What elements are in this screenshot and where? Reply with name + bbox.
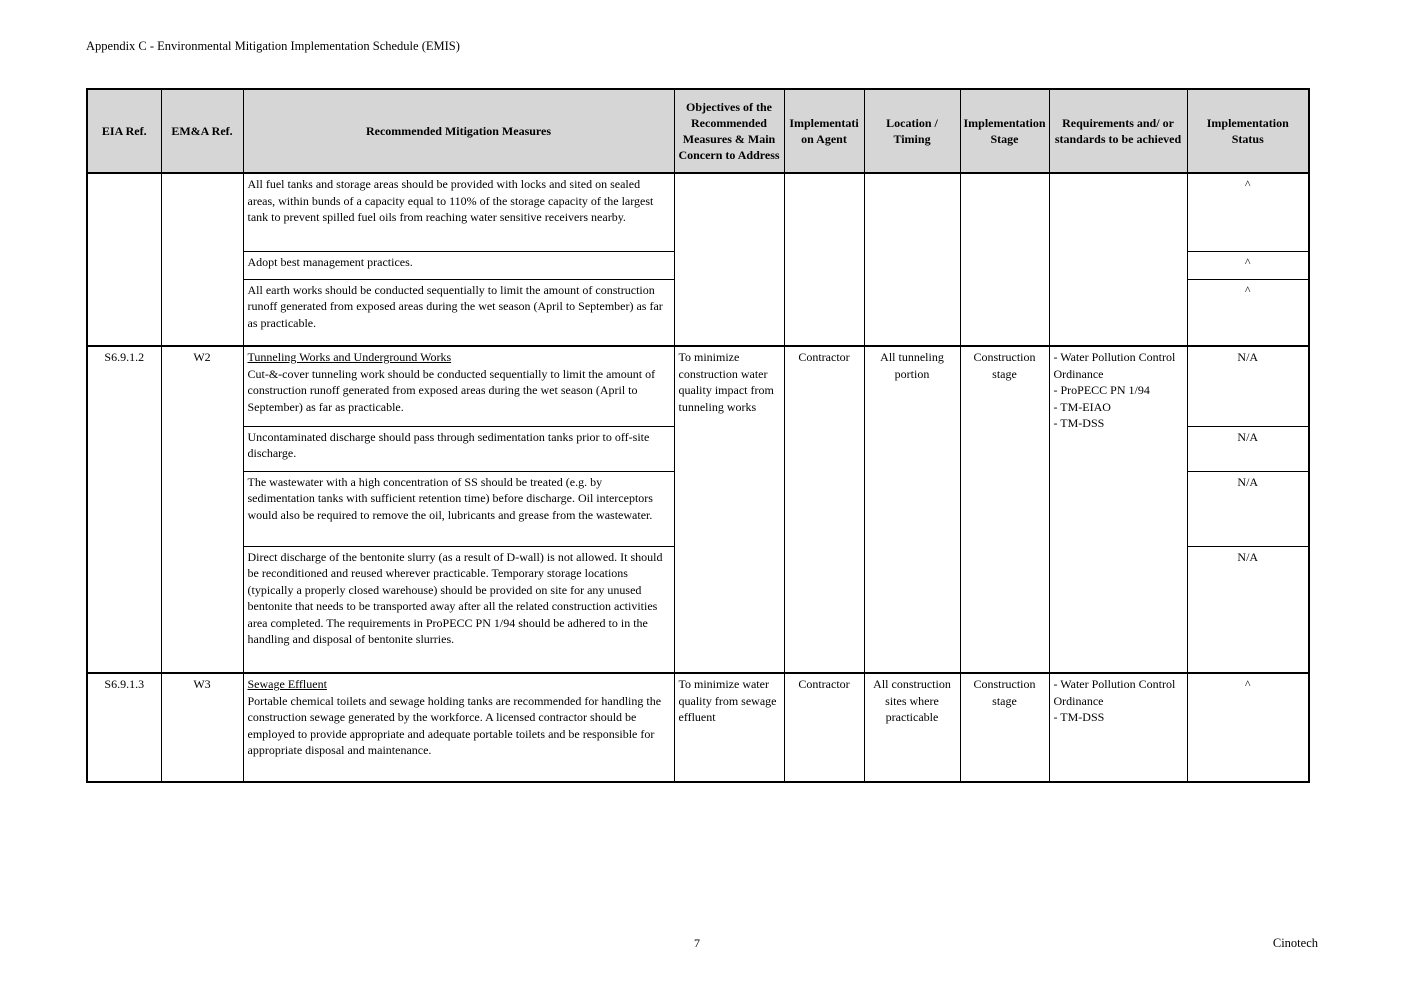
cell-stage [960,173,1049,346]
col-header-objectives: Objectives of the Recommended Measures & Main Concern to Address [674,89,784,173]
table-row [87,173,1309,251]
cell-measure: All fuel tanks and storage areas should be provided with locks and sited on sealed areas, within bunds of a capacity equal to 110% of the storage capacity of the largest tank to prevent spilled fuel oils from reaching water sensitive receivers nearby. [243,173,674,251]
col-header-status: Implementation Status [1187,89,1309,173]
col-header-stage: Implementation Stage [960,89,1049,173]
cell-requirements [1049,173,1187,346]
cell-measure: Direct discharge of the bentonite slurry (as a result of D-wall) is not allowed. It should be reconditioned and reused wherever practicable. Temporary storage locations (typically a properly closed warehouse) should be provided on site for any unused bentonite that needs to be transported away after all the related construction activities area completed. The requirements in ProPECC PN 1/94 should be adhered to in the handling and disposal of bentonite slurries. [243,546,674,673]
cell-ema-ref: W2 [161,346,243,673]
cell-agent: Contractor [784,346,864,673]
cell-stage: Construction stage [960,673,1049,782]
cell-requirements [1049,346,1187,673]
measure-title: Sewage Effluent [247,677,327,691]
requirement-item: - TM-DSS [1053,710,1105,724]
col-header-ema-ref: EM&A Ref. [161,89,243,173]
cell-stage: Construction stage [960,346,1049,673]
cell-eia-ref: S6.9.1.2 [87,346,161,673]
cell-location [864,173,960,346]
cell-status: N/A [1187,426,1309,471]
cell-measure: Uncontaminated discharge should pass through sedimentation tanks prior to off-site discharge. [243,426,674,471]
requirement-item: - Water Pollution Control Ordinance [1053,677,1176,708]
measure-title: Tunneling Works and Underground Works [247,350,452,364]
cell-objectives: To minimize construction water quality impact from tunneling works [674,346,784,673]
cell-ema-ref: W3 [161,673,243,782]
cell-status: ^ [1187,279,1309,346]
page-title: Appendix C - Environmental Mitigation Implementation Schedule (EMIS) [86,39,460,53]
cell-status: N/A [1187,546,1309,673]
cell-measure [243,673,674,782]
cell-location: All construction sites where practicable [864,673,960,782]
col-header-agent: Implementation Agent [784,89,864,173]
cell-status: N/A [1187,471,1309,546]
cell-requirements [1049,673,1187,782]
page-number: 7 [694,936,700,950]
cell-measure [243,346,674,426]
measure-text: Portable chemical toilets and sewage holding tanks are recommended for handling the construction sewage generated by the workforce. A licensed contractor should be employed to provide appropriate and adequate portable toilets and be responsible for appropriate disposal and maintenance. [247,693,662,757]
col-header-location: Location / Timing [864,89,960,173]
cell-eia-ref: S6.9.1.3 [87,673,161,782]
col-header-eia-ref: EIA Ref. [87,89,161,173]
table-row [87,346,1309,426]
cell-status: ^ [1187,673,1309,782]
table-row [87,673,1309,782]
cell-measure: All earth works should be conducted sequentially to limit the amount of construction runoff generated from exposed areas during the wet season (April to September) as far as practicable. [243,279,674,346]
cell-ema-ref [161,173,243,346]
cell-agent [784,173,864,346]
cell-objectives: To minimize water quality from sewage effluent [674,673,784,782]
emis-table [86,88,1310,783]
cell-status: ^ [1187,251,1309,279]
cell-eia-ref [87,173,161,346]
measure-text: Cut-&-cover tunneling work should be conducted sequentially to limit the amount of construction runoff generated from exposed areas during the wet season (April to September) as far as practicable. [247,366,656,414]
cell-status: N/A [1187,346,1309,426]
requirement-item: - ProPECC PN 1/94 [1053,383,1150,397]
cell-agent: Contractor [784,673,864,782]
requirement-item: - TM-DSS [1053,416,1105,430]
cell-status: ^ [1187,173,1309,251]
cell-measure: The wastewater with a high concentration of SS should be treated (e.g. by sedimentation tanks with sufficient retention time) before discharge. Oil interceptors would also be required to remove the oil, lubricants and grease from the wastewater. [243,471,674,546]
requirement-item: - Water Pollution Control Ordinance [1053,350,1176,381]
cell-measure: Adopt best management practices. [243,251,674,279]
requirement-item: - TM-EIAO [1053,399,1111,414]
col-header-measures: Recommended Mitigation Measures [243,89,674,173]
cell-location: All tunneling portion [864,346,960,673]
table-header-row [87,89,1309,173]
footer-company: Cinotech [1272,936,1318,950]
cell-objectives [674,173,784,346]
col-header-requirements: Requirements and/ or standards to be achieved [1049,89,1187,173]
